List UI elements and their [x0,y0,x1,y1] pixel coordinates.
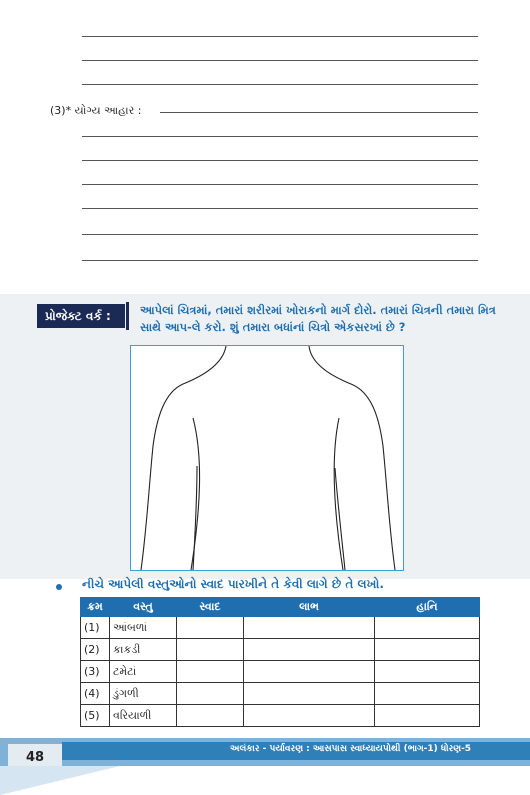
page-number-label: 48 [25,749,45,765]
harm-cell[interactable] [375,639,480,661]
benefit-cell[interactable] [244,661,375,683]
row-number: (4) [81,683,110,705]
header-serial: ક્રમ [81,598,110,617]
taste-cell[interactable] [177,683,244,705]
torso-outline-icon [131,346,403,570]
harm-cell[interactable] [375,683,480,705]
tag-bracket [126,302,135,330]
table-row [81,705,480,727]
body-outline-drawing [130,345,404,571]
row-item: આંબળાં [110,617,177,639]
row-item: ડુંગળી [110,683,177,705]
table-header-row [81,598,480,617]
row-item: કાકડી [110,639,177,661]
header-item: વસ્તુ [110,598,177,617]
header-taste: સ્વાદ [177,598,244,617]
bullet-icon [56,584,62,590]
writing-line [82,36,478,37]
benefit-cell[interactable] [244,639,375,661]
writing-line [82,84,478,85]
row-number: (2) [81,639,110,661]
taste-section-title: નીચે આપેલી વસ્તુઓનો સ્વાદ પારખીને તે કેવી લાગે છે તે લખો. [82,577,384,591]
row-number: (5) [81,705,110,727]
taste-cell[interactable] [177,705,244,727]
writing-line [82,60,478,61]
table-row [81,661,480,683]
benefit-cell[interactable] [244,705,375,727]
table-row [81,639,480,661]
row-item: ટમેટાં [110,661,177,683]
taste-cell[interactable] [177,617,244,639]
project-instructions: આપેલાં ચિત્રમાં, તમારાં શરીરમાં ખોરાકનો માર્ગ દોરો. તમારાં ચિત્રની તમારા મિત્ર સાથે આપ-લે કરો. શું તમારા બધાંનાં ચિત્રો એકસરખાં છે ? [140,303,496,334]
taste-cell[interactable] [177,639,244,661]
row-number: (3) [81,661,110,683]
answer-line [160,112,478,113]
project-work-tag [37,304,119,328]
taste-cell[interactable] [177,661,244,683]
writing-line [82,184,478,185]
corner-decoration [0,766,120,795]
table-row [81,683,480,705]
writing-line [82,234,478,235]
harm-cell[interactable] [375,661,480,683]
writing-line [82,136,478,137]
harm-cell[interactable] [375,617,480,639]
header-harm: હાનિ [375,598,480,617]
question-label: (3)* યોગ્ય આહાર : [50,104,142,117]
writing-line [82,260,478,261]
writing-line [82,208,478,209]
benefit-cell[interactable] [244,683,375,705]
writing-line [82,160,478,161]
benefit-cell[interactable] [244,617,375,639]
table-row [81,617,480,639]
row-item: વરિયાળી [110,705,177,727]
header-benefit: લાભ [244,598,375,617]
row-number: (1) [81,617,110,639]
project-tag-label: પ્રોજેક્ટ વર્ક : [45,309,111,323]
taste-table [80,597,480,727]
footer-book-title: અલંકાર - પર્યાવરણ : આસપાસ સ્વાધ્યાયપોથી (ભાગ-1) ધોરણ-5 [230,744,472,754]
harm-cell[interactable] [375,705,480,727]
